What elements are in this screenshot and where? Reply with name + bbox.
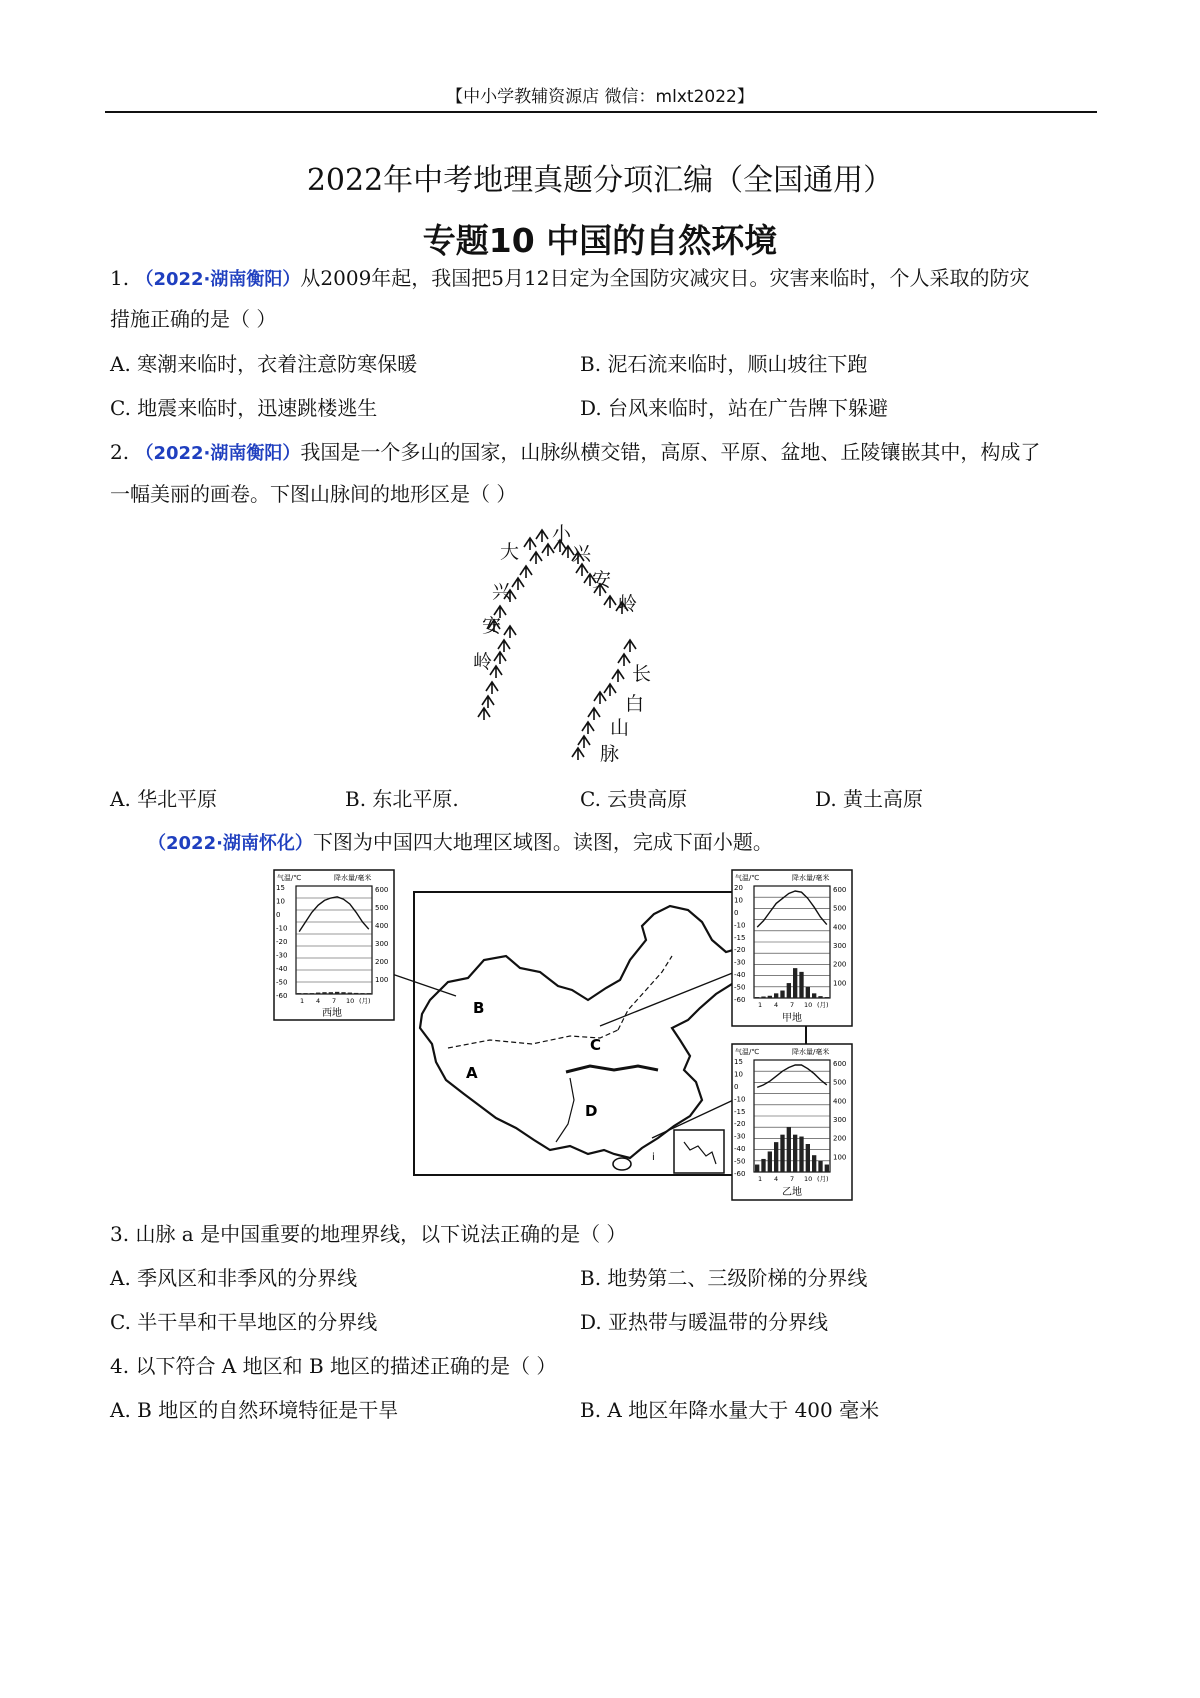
group-source: （2022·湖南怀化） — [148, 833, 313, 854]
yi-left-tick: 0 — [734, 1082, 739, 1091]
precip-bar — [787, 983, 791, 998]
jia-left-tick: -10 — [734, 921, 746, 930]
jia-left-tick: -60 — [734, 996, 746, 1004]
yi-x-4: 4 — [774, 1175, 779, 1183]
precip-bar — [818, 1161, 822, 1172]
mountain-symbol — [604, 596, 616, 608]
precip-bar — [787, 1127, 791, 1172]
precip-bar — [780, 991, 784, 998]
yi-left-tick: -15 — [734, 1107, 746, 1116]
west-left-tick: -60 — [276, 992, 288, 1000]
precip-bar — [768, 996, 772, 998]
precip-bar — [303, 993, 307, 994]
precip-bar — [812, 993, 816, 998]
mountain-symbol — [594, 692, 606, 704]
jia-right-tick: 400 — [833, 923, 847, 932]
china-regions-figure — [270, 860, 950, 1205]
q2-source: （2022·湖南衡阳） — [135, 443, 301, 464]
header-rule — [105, 111, 1097, 113]
mountain-label-xing-west: 兴 — [492, 581, 512, 603]
jia-right-tick: 500 — [833, 904, 847, 913]
precip-bar — [755, 997, 759, 998]
mountain-symbol — [582, 722, 594, 734]
doc-title: 2022年中考地理真题分项汇编（全国通用） — [306, 163, 894, 198]
q4-option-a: A. B 地区的自然环境特征是干旱 — [110, 1398, 399, 1422]
mountain-symbol — [578, 736, 590, 748]
yi-right-tick: 200 — [833, 1134, 847, 1143]
west-left-tick: 15 — [276, 884, 285, 892]
precip-bar — [793, 968, 797, 998]
q2-option-a: A. 华北平原 — [110, 787, 218, 811]
q2-option-b: B. 东北平原. — [345, 787, 459, 811]
precip-bar — [322, 992, 326, 994]
mountain-label-bai: 白 — [625, 693, 645, 715]
region-label-a: A — [466, 1064, 478, 1082]
west-x-10: 10 — [346, 997, 355, 1005]
region-label-d: D — [585, 1102, 598, 1120]
jia-left-tick: 0 — [734, 908, 739, 917]
jia-right-tick: 600 — [833, 886, 847, 894]
mountain-symbol — [618, 654, 630, 666]
jia-left-tick: 10 — [734, 896, 743, 905]
mountain-label-xing-east: 兴 — [572, 543, 592, 565]
group-intro: 下图为中国四大地理区域图。读图，完成下面小题。 — [312, 830, 773, 854]
region-label-c: C — [590, 1036, 602, 1054]
yi-right-tick: 300 — [833, 1116, 847, 1124]
precip-bar — [774, 1142, 778, 1172]
climate-chart-west — [274, 870, 394, 1020]
q3-option-b: B. 地势第二、三级阶梯的分界线 — [580, 1266, 868, 1290]
jia-right-tick: 100 — [833, 979, 847, 988]
q2-stem-1: 我国是一个多山的国家，山脉纵横交错，高原、平原、盆地、丘陵镶嵌其中，构成了 — [300, 440, 1041, 464]
yi-chart-name: 乙地 — [782, 1187, 802, 1198]
mountain-label-ling-west: 岭 — [473, 651, 493, 673]
precip-bar — [793, 1135, 797, 1172]
q2-option-c: C. 云贵高原 — [580, 787, 688, 811]
jia-left-tick: -20 — [734, 946, 746, 955]
precip-bar — [341, 992, 345, 994]
mountain-symbol — [494, 652, 506, 664]
yi-right-tick: 100 — [833, 1153, 847, 1162]
yi-right-tick: 500 — [833, 1078, 847, 1087]
west-right-label: 降水量/毫米 — [334, 874, 372, 882]
precip-bar — [818, 996, 822, 998]
mountain-symbol — [536, 530, 548, 542]
jia-left-label: 气温/℃ — [735, 874, 760, 882]
mountain-symbol — [478, 708, 490, 720]
yi-x-unit: (月) — [817, 1175, 829, 1183]
precip-bar — [825, 997, 829, 998]
precip-bar — [768, 1151, 772, 1172]
islands-mark: i — [652, 1152, 655, 1163]
mountain-symbol — [588, 708, 600, 720]
q1-line-1 — [110, 262, 1029, 291]
q2-number: 2. — [110, 440, 130, 464]
precip-bar — [825, 1165, 829, 1172]
yi-left-tick: 10 — [734, 1070, 743, 1079]
mountain-label-chang: 长 — [632, 663, 652, 685]
jia-left-tick: 20 — [734, 884, 743, 892]
mountain-symbol — [498, 640, 510, 652]
west-left-tick: -10 — [276, 924, 288, 933]
q1-option-a: A. 寒潮来临时，衣着注意防寒保暖 — [110, 352, 418, 376]
precip-bar — [310, 993, 314, 994]
mountain-label-xiao: 小 — [552, 523, 572, 545]
doc-subtitle: 专题10 中国的自然环境 — [422, 221, 778, 260]
west-right-tick: 100 — [375, 976, 389, 984]
mountain-symbol — [604, 684, 616, 696]
precip-bar — [329, 992, 333, 994]
q3-option-a: A. 季风区和非季风的分界线 — [110, 1266, 358, 1290]
precip-bar — [360, 993, 364, 994]
jia-x-10: 10 — [804, 1001, 813, 1009]
q3-stem: 3. 山脉 a 是中国重要的地理界线，以下说法正确的是（ ） — [110, 1222, 627, 1246]
q2-line-1 — [110, 436, 1040, 465]
mountain-label-an-west: 安 — [482, 615, 502, 637]
precip-bar — [297, 993, 301, 994]
region-label-b: B — [473, 999, 485, 1017]
west-left-tick: 0 — [276, 911, 281, 919]
yi-left-tick: -20 — [734, 1120, 746, 1129]
west-left-tick: 10 — [276, 897, 285, 906]
jia-x-unit: (月) — [817, 1001, 829, 1009]
jia-x-4: 4 — [774, 1001, 779, 1009]
west-right-tick: 200 — [375, 958, 389, 966]
mountain-symbol — [572, 748, 584, 760]
jia-left-tick: -40 — [734, 971, 746, 980]
mountain-figure — [470, 520, 730, 780]
mountain-symbol — [542, 544, 554, 556]
mountain-symbol — [482, 696, 494, 708]
precip-bar — [755, 1165, 759, 1172]
climate-chart-jia — [732, 870, 852, 1026]
mountain-symbol — [530, 552, 542, 564]
west-left-tick: -20 — [276, 938, 288, 946]
q3-option-d: D. 亚热带与暖温带的分界线 — [580, 1310, 829, 1334]
west-x-4: 4 — [316, 997, 321, 1005]
mountain-label-an-east: 安 — [592, 569, 612, 591]
mountain-symbol — [612, 670, 624, 682]
precip-bar — [348, 993, 352, 994]
jia-left-tick: -50 — [734, 983, 746, 992]
yi-left-label: 气温/℃ — [735, 1048, 760, 1056]
west-left-tick: -50 — [276, 978, 288, 987]
mountain-label-ling-east: 岭 — [618, 593, 638, 615]
west-left-tick: -30 — [276, 951, 288, 960]
precip-bar — [812, 1155, 816, 1172]
west-x-unit: (月) — [359, 997, 371, 1005]
precip-bar — [806, 1144, 810, 1172]
q1-option-d: D. 台风来临时，站在广告牌下躲避 — [580, 396, 889, 420]
q3-option-c: C. 半干旱和干旱地区的分界线 — [110, 1310, 378, 1334]
west-right-tick: 500 — [375, 904, 389, 912]
mountain-label-mai: 脉 — [600, 743, 620, 765]
yi-x-7: 7 — [790, 1175, 795, 1183]
precip-bar — [367, 993, 371, 994]
yi-left-tick: -40 — [734, 1145, 746, 1154]
yi-x-10: 10 — [804, 1175, 813, 1183]
jia-x-7: 7 — [790, 1001, 795, 1009]
q1-number: 1. — [110, 266, 130, 290]
jia-left-tick: -15 — [734, 933, 746, 942]
q2-option-d: D. 黄土高原 — [815, 787, 924, 811]
mountain-symbol — [486, 682, 498, 694]
jia-right-label: 降水量/毫米 — [792, 874, 830, 882]
q1-source: （2022·湖南衡阳） — [135, 269, 301, 290]
yi-left-tick: -50 — [734, 1157, 746, 1166]
precip-bar — [354, 993, 358, 994]
west-x-7: 7 — [332, 997, 337, 1005]
precip-bar — [799, 972, 803, 998]
mountain-label-shan: 山 — [610, 717, 630, 739]
west-right-tick: 300 — [375, 940, 389, 948]
yi-right-tick: 400 — [833, 1097, 847, 1106]
yi-left-tick: -10 — [734, 1095, 746, 1104]
jia-left-tick: -30 — [734, 958, 746, 967]
jia-right-tick: 200 — [833, 960, 847, 969]
west-left-label: 气温/℃ — [277, 874, 302, 882]
west-x-1: 1 — [300, 997, 305, 1005]
mountain-symbol — [524, 538, 536, 550]
jia-x-1: 1 — [758, 1001, 763, 1009]
precip-bar — [316, 993, 320, 994]
precip-bar — [780, 1135, 784, 1172]
mountain-symbol — [512, 578, 524, 590]
mountain-label-da: 大 — [500, 541, 520, 563]
precip-bar — [761, 1159, 765, 1172]
precip-bar — [799, 1137, 803, 1172]
climate-chart-yi — [732, 1044, 852, 1200]
q1-stem-2: 措施正确的是（ ） — [110, 307, 277, 331]
west-right-tick: 600 — [375, 886, 389, 894]
q1-option-c: C. 地震来临时，迅速跳楼逃生 — [110, 396, 378, 420]
precip-bar — [806, 987, 810, 998]
yi-right-label: 降水量/毫米 — [792, 1048, 830, 1056]
yi-left-tick: 15 — [734, 1058, 743, 1066]
yi-left-tick: -30 — [734, 1132, 746, 1141]
mountain-symbol — [624, 640, 636, 652]
group-intro-line — [148, 826, 773, 855]
yi-x-1: 1 — [758, 1175, 763, 1183]
page-header: 【中小学教辅资源店 微信：mlxt2022】 — [446, 87, 754, 107]
mountain-symbol — [520, 566, 532, 578]
yi-right-tick: 600 — [833, 1060, 847, 1068]
yi-left-tick: -60 — [734, 1170, 746, 1178]
q4-option-b: B. A 地区年降水量大于 400 毫米 — [580, 1398, 880, 1422]
q1-stem-1: 从2009年起，我国把5月12日定为全国防灾减灾日。灾害来临时，个人采取的防灾 — [300, 266, 1030, 290]
precip-bar — [774, 993, 778, 998]
precip-bar — [761, 997, 765, 998]
west-chart-name: 西地 — [322, 1008, 342, 1019]
precip-bar — [335, 992, 339, 994]
q2-stem-2: 一幅美丽的画卷。下图山脉间的地形区是（ ） — [110, 482, 517, 506]
q1-option-b: B. 泥石流来临时，顺山坡往下跑 — [580, 352, 868, 376]
jia-chart-name: 甲地 — [782, 1013, 802, 1024]
q4-stem: 4. 以下符合 A 地区和 B 地区的描述正确的是（ ） — [110, 1354, 557, 1378]
west-left-tick: -40 — [276, 965, 288, 973]
mountain-symbol — [576, 564, 588, 576]
mountain-symbol — [504, 626, 516, 638]
jia-right-tick: 300 — [833, 942, 847, 950]
west-right-tick: 400 — [375, 922, 389, 930]
south-sea-inset — [674, 1130, 724, 1173]
